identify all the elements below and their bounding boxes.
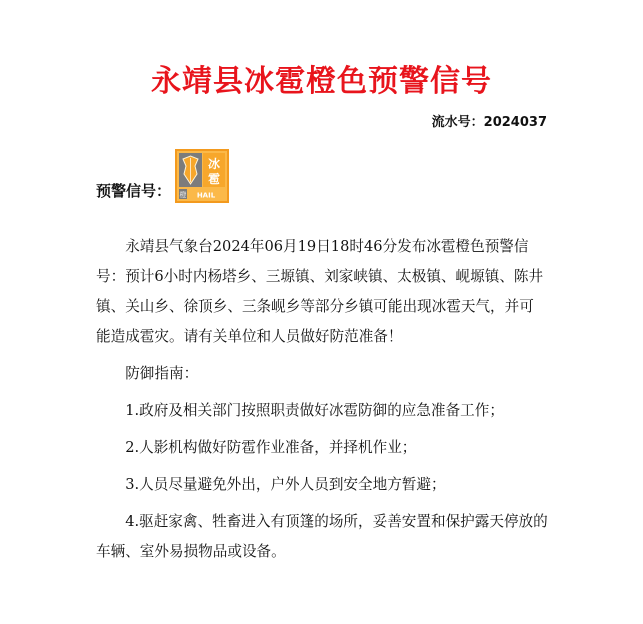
- guide-item: 4.驱赶家禽、牲畜进入有顶篷的场所，妥善安置和保护露天停放的车辆、室外易损物品或设备。: [96, 513, 548, 560]
- hail-glyph-top: 冰: [208, 157, 221, 171]
- hail-orange-warning-icon: [175, 149, 229, 203]
- guide-item: 1.政府及相关部门按照职责做好冰雹防御的应急准备工作；: [125, 402, 504, 419]
- hail-glyph-bottom: 雹: [208, 172, 221, 186]
- hail-caption-right: HAIL: [196, 191, 216, 200]
- document-body: [96, 232, 548, 574]
- guide-heading: 防御指南：: [125, 365, 199, 382]
- warning-paragraph: 永靖县气象台2024年06月19日18时46分发布冰雹橙色预警信号：预计6小时内杨塔乡、三塬镇、刘家峡镇、太极镇、岘塬镇、陈井镇、关山乡、徐顶乡、三条岘乡等部分乡镇可能出现冰雹天气，并可能造成雹灾。请有关单位和人员做好防范准备！: [96, 238, 544, 345]
- serial-number: 流水号：2024037: [431, 115, 547, 130]
- warning-signal-row: [96, 147, 229, 203]
- guide-item: 3.人员尽量避免外出，户外人员到安全地方暂避；: [125, 476, 446, 493]
- warning-signal-label: 预警信号：: [96, 182, 172, 200]
- hail-caption-left: 橙: [179, 191, 187, 199]
- document-title: 永靖县冰雹橙色预警信号: [151, 64, 492, 99]
- guide-item: 2.人影机构做好防雹作业准备，并择机作业；: [125, 439, 417, 456]
